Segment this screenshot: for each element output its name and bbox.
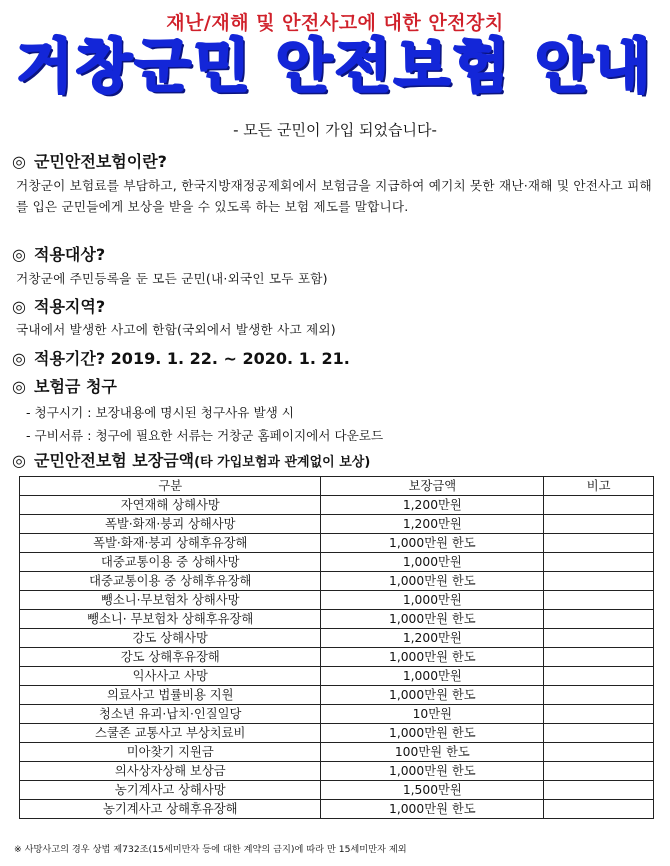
cell-category: 뺑소니·무보험차 상해사망 (20, 591, 321, 610)
table-row (20, 724, 654, 743)
table-row (20, 800, 654, 819)
cell-remarks (544, 667, 654, 686)
table-row (20, 496, 654, 515)
coverage-heading-note: (타 가입보험과 관계없이 보상) (194, 455, 371, 470)
cell-category: 의료사고 법률비용 지원 (20, 686, 321, 705)
cell-amount: 1,000만원 한도 (321, 800, 544, 819)
section-heading-claim (12, 374, 117, 397)
cell-category: 청소년 유괴·납치·인질일당 (20, 705, 321, 724)
section-heading-what (12, 149, 167, 172)
section-heading-text: 군민안전보험 보장금액 (34, 451, 195, 470)
cell-remarks (544, 534, 654, 553)
cell-category: 강도 상해사망 (20, 629, 321, 648)
section-heading-period (12, 346, 350, 369)
cell-category: 미아찾기 지원금 (20, 743, 321, 762)
table-header-row (20, 477, 654, 496)
section-body-target: 거창군에 주민등록을 둔 모든 군민(내·외국인 모두 포함) (16, 271, 328, 286)
cell-amount: 1,200만원 (321, 496, 544, 515)
section-heading-region (12, 294, 105, 317)
table-row (20, 629, 654, 648)
table-row (20, 743, 654, 762)
cell-category: 대중교통이용 중 상해사망 (20, 553, 321, 572)
subtitle: 재난/재해 및 안전사고에 대한 안전장치 (166, 12, 504, 34)
cell-amount: 1,500만원 (321, 781, 544, 800)
table-row (20, 591, 654, 610)
bullseye-mark-icon: ◎ (12, 245, 26, 264)
cell-amount: 1,000만원 한도 (321, 724, 544, 743)
table-row (20, 515, 654, 534)
coverage-table-body (20, 496, 654, 819)
cell-category: 스쿨존 교통사고 부상치료비 (20, 724, 321, 743)
section-heading-text: 적용대상? (34, 245, 106, 264)
cell-amount: 1,000만원 한도 (321, 610, 544, 629)
cell-remarks (544, 743, 654, 762)
cell-amount: 10만원 (321, 705, 544, 724)
table-row (20, 705, 654, 724)
table-row (20, 667, 654, 686)
cell-amount: 100만원 한도 (321, 743, 544, 762)
cell-category: 뺑소니· 무보험차 상해후유장해 (20, 610, 321, 629)
section-heading-target (12, 242, 105, 265)
section-body-what: 거창군이 보험료를 부담하고, 한국지방재정공제회에서 보험금을 지급하여 예기치 못한 재난·재해 및 안전사고 피해를 입은 군민들에게 보상을 받을 수 있도록 하는 보험 제도를 말합니다. (16, 178, 652, 214)
cell-category: 익사사고 사망 (20, 667, 321, 686)
bullseye-mark-icon: ◎ (12, 297, 26, 316)
section-heading-text: 적용기간? 2019. 1. 22. ~ 2020. 1. 21. (34, 349, 350, 368)
section-heading-text: 적용지역? (34, 297, 106, 316)
cell-amount: 1,000만원 한도 (321, 534, 544, 553)
table-row (20, 572, 654, 591)
cell-category: 농기계사고 상해사망 (20, 781, 321, 800)
cell-category: 의사상자상해 보상금 (20, 762, 321, 781)
bullseye-mark-icon: ◎ (12, 349, 26, 368)
column-header-amount: 보장금액 (321, 477, 544, 496)
cell-category: 농기계사고 상해후유장해 (20, 800, 321, 819)
cell-category: 자연재해 상해사망 (20, 496, 321, 515)
cell-category: 폭발·화재·붕괴 상해후유장해 (20, 534, 321, 553)
cell-remarks (544, 553, 654, 572)
bullseye-mark-icon: ◎ (12, 451, 26, 470)
cell-amount: 1,200만원 (321, 629, 544, 648)
cell-amount: 1,000만원 한도 (321, 686, 544, 705)
cell-remarks (544, 705, 654, 724)
cell-remarks (544, 629, 654, 648)
table-row (20, 534, 654, 553)
column-header-category: 구분 (20, 477, 321, 496)
cell-category: 강도 상해후유장해 (20, 648, 321, 667)
section-heading-coverage (12, 448, 370, 471)
cell-amount: 1,000만원 한도 (321, 572, 544, 591)
enrollment-notice: - 모든 군민이 가입 되었습니다- (233, 121, 437, 139)
claim-item-timing: - 청구시기 : 보장내용에 명시된 청구사유 발생 시 (26, 405, 294, 420)
cell-amount: 1,000만원 (321, 553, 544, 572)
cell-amount: 1,000만원 한도 (321, 648, 544, 667)
cell-amount: 1,000만원 한도 (321, 762, 544, 781)
cell-remarks (544, 572, 654, 591)
table-row (20, 553, 654, 572)
table-row (20, 648, 654, 667)
cell-remarks (544, 610, 654, 629)
table-row (20, 762, 654, 781)
cell-remarks (544, 515, 654, 534)
section-heading-text: 군민안전보험이란? (34, 152, 167, 171)
coverage-table (19, 476, 654, 819)
cell-amount: 1,000만원 (321, 591, 544, 610)
cell-remarks (544, 762, 654, 781)
cell-category: 대중교통이용 중 상해후유장해 (20, 572, 321, 591)
cell-category: 폭발·화재·붕괴 상해사망 (20, 515, 321, 534)
cell-remarks (544, 800, 654, 819)
claim-item-documents: - 구비서류 : 청구에 필요한 서류는 거창군 홈페이지에서 다운로드 (26, 428, 384, 443)
bullseye-mark-icon: ◎ (12, 152, 26, 171)
cell-remarks (544, 591, 654, 610)
page-title: 거창군민 안전보험 안내 (16, 32, 654, 100)
footnote: ※ 사망사고의 경우 상법 제732조(15세미만자 등에 대한 계약의 금지)에 따라 만 15세미만자 제외 (14, 844, 407, 855)
bullseye-mark-icon: ◎ (12, 377, 26, 396)
cell-remarks (544, 724, 654, 743)
cell-remarks (544, 496, 654, 515)
cell-amount: 1,000만원 (321, 667, 544, 686)
cell-remarks (544, 686, 654, 705)
column-header-remarks: 비고 (544, 477, 654, 496)
table-row (20, 610, 654, 629)
table-row (20, 686, 654, 705)
table-row (20, 781, 654, 800)
section-heading-text: 보험금 청구 (34, 377, 117, 396)
cell-remarks (544, 781, 654, 800)
cell-amount: 1,200만원 (321, 515, 544, 534)
section-body-region: 국내에서 발생한 사고에 한함(국외에서 발생한 사고 제외) (16, 322, 336, 337)
cell-remarks (544, 648, 654, 667)
